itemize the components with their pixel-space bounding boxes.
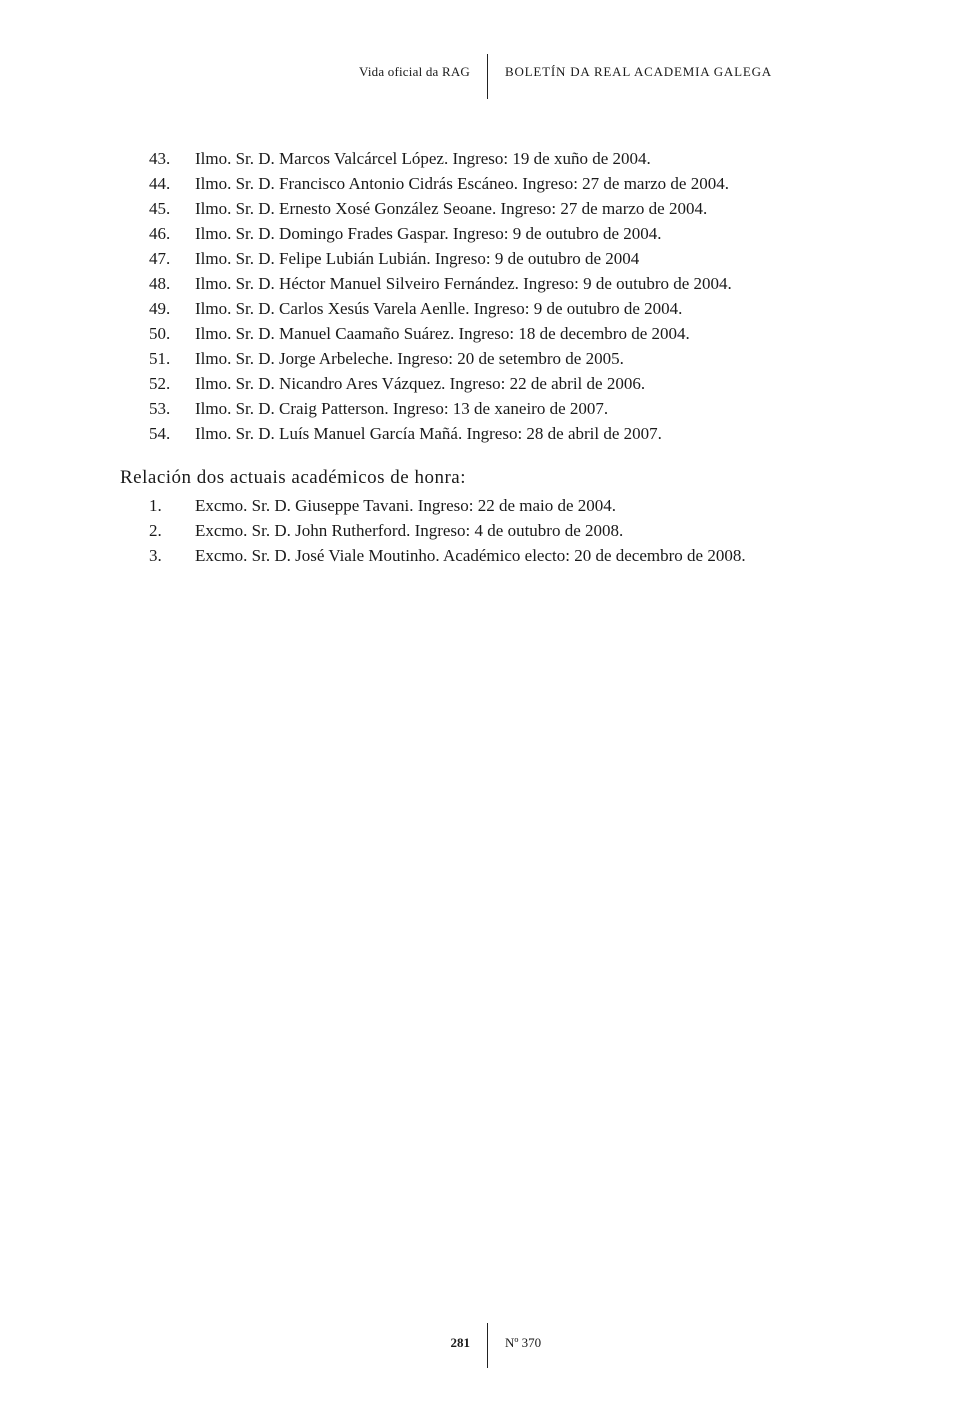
item-text: Ilmo. Sr. D. Nicandro Ares Vázquez. Ingreso: 22 de abril de 2006. <box>195 374 646 393</box>
item-text: Ilmo. Sr. D. Felipe Lubián Lubián. Ingreso: 9 de outubro de 2004 <box>195 249 640 268</box>
list-item <box>0 396 975 421</box>
item-text: Ilmo. Sr. D. Héctor Manuel Silveiro Fernández. Ingreso: 9 de outubro de 2004. <box>195 274 732 293</box>
item-text: Ilmo. Sr. D. Craig Patterson. Ingreso: 13 de xaneiro de 2007. <box>195 399 609 418</box>
list-item <box>0 421 975 446</box>
list-item <box>0 493 975 518</box>
item-number: 54. <box>149 424 171 443</box>
list-item <box>0 171 975 196</box>
item-number: 2. <box>149 521 162 540</box>
members-list <box>0 146 975 446</box>
item-text: Ilmo. Sr. D. Marcos Valcárcel López. Ingreso: 19 de xuño de 2004. <box>195 149 651 168</box>
footer-divider <box>487 1323 488 1368</box>
item-number: 45. <box>149 199 171 218</box>
list-item <box>0 221 975 246</box>
item-number: 53. <box>149 399 171 418</box>
item-number: 49. <box>149 299 171 318</box>
item-number: 48. <box>149 274 171 293</box>
item-text: Ilmo. Sr. D. Francisco Antonio Cidrás Escáneo. Ingreso: 27 de marzo de 2004. <box>195 174 729 193</box>
item-text: Ilmo. Sr. D. Manuel Caamaño Suárez. Ingreso: 18 de decembro de 2004. <box>195 324 690 343</box>
list-item <box>0 346 975 371</box>
item-number: 47. <box>149 249 171 268</box>
item-number: 51. <box>149 349 171 368</box>
list-item <box>0 371 975 396</box>
honorary-list <box>0 493 975 568</box>
item-number: 46. <box>149 224 171 243</box>
issue-number: Nº 370 <box>505 1335 542 1350</box>
item-number: 1. <box>149 496 162 515</box>
section-heading: Relación dos actuais académicos de honra: <box>120 467 467 488</box>
item-number: 44. <box>149 174 171 193</box>
item-number: 43. <box>149 149 171 168</box>
page-number: 281 <box>450 1335 470 1350</box>
list-item <box>0 518 975 543</box>
item-text: Ilmo. Sr. D. Carlos Xesús Varela Aenlle. Ingreso: 9 de outubro de 2004. <box>195 299 683 318</box>
item-number: 50. <box>149 324 171 343</box>
item-text: Ilmo. Sr. D. Luís Manuel García Mañá. Ingreso: 28 de abril de 2007. <box>195 424 662 443</box>
header-section-title: Vida oficial da RAG <box>359 64 470 79</box>
item-text: Excmo. Sr. D. John Rutherford. Ingreso: 4 de outubro de 2008. <box>195 521 624 540</box>
item-text: Excmo. Sr. D. Giuseppe Tavani. Ingreso: 22 de maio de 2004. <box>195 496 617 515</box>
item-text: Ilmo. Sr. D. Ernesto Xosé González Seoane. Ingreso: 27 de marzo de 2004. <box>195 199 708 218</box>
list-item <box>0 196 975 221</box>
item-text: Ilmo. Sr. D. Jorge Arbeleche. Ingreso: 20 de setembro de 2005. <box>195 349 624 368</box>
header-divider <box>487 54 488 99</box>
list-item <box>0 321 975 346</box>
header-publication-title: BOLETÍN DA REAL ACADEMIA GALEGA <box>505 64 772 79</box>
item-number: 52. <box>149 374 171 393</box>
list-item <box>0 271 975 296</box>
item-text: Ilmo. Sr. D. Domingo Frades Gaspar. Ingreso: 9 de outubro de 2004. <box>195 224 662 243</box>
item-text: Excmo. Sr. D. José Viale Moutinho. Académico electo: 20 de decembro de 2008. <box>195 546 746 565</box>
list-item <box>0 146 975 171</box>
list-item <box>0 246 975 271</box>
list-item <box>0 296 975 321</box>
item-number: 3. <box>149 546 162 565</box>
list-item <box>0 543 975 568</box>
